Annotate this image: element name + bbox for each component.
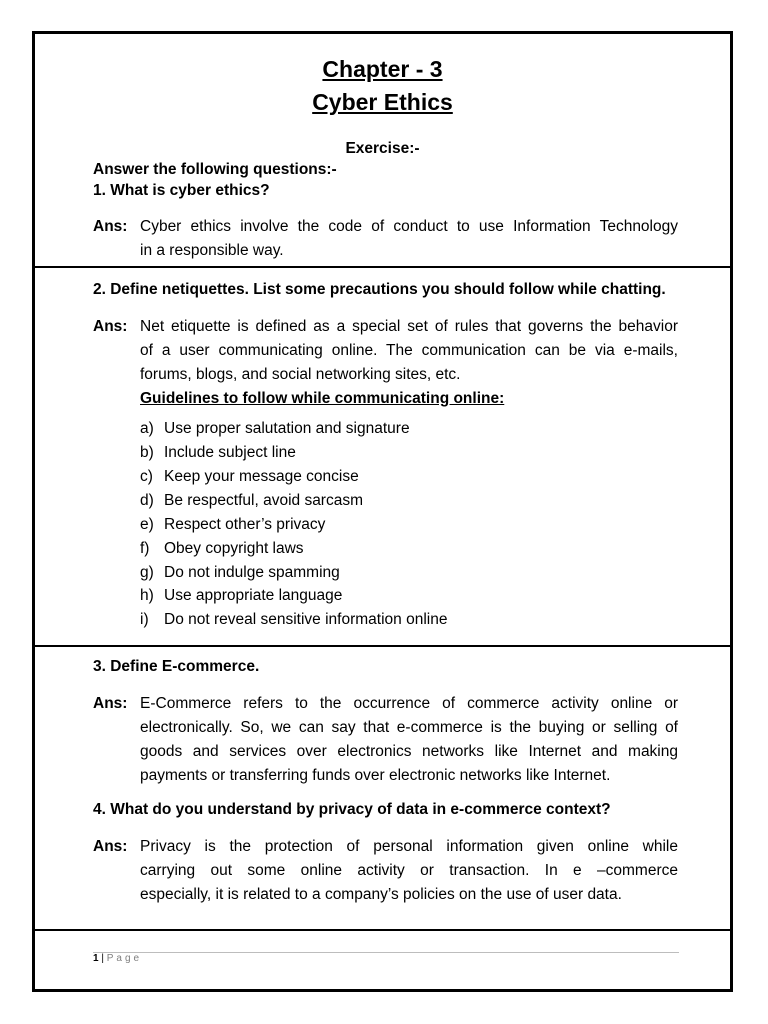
answer-3 [140, 692, 678, 788]
answer-3-line: goods and services over electronics networks like Internet and making [140, 743, 678, 760]
answer-3-line: electronically. So, we can say that e-commerce is the buying or selling of [140, 719, 678, 736]
guidelines-heading: Guidelines to follow while communicating online: [140, 390, 505, 407]
footer-rule [93, 952, 679, 953]
answer-label-2: Ans: [93, 318, 128, 335]
question-2: 2. Define netiquettes. List some precautions you should follow while chatting. [93, 281, 666, 298]
answer-label-1: Ans: [93, 218, 128, 235]
answer-1-line: Cyber ethics involve the code of conduct to use Information Technology [140, 218, 678, 235]
guideline-item: h) Use appropriate language [140, 587, 343, 604]
chapter-title: Cyber Ethics [312, 89, 453, 115]
section-divider [35, 645, 730, 647]
document-page [32, 31, 733, 992]
answer-1-line: in a responsible way. [140, 242, 284, 259]
guideline-item: i) Do not reveal sensitive information online [140, 611, 448, 628]
guideline-item: g) Do not indulge spamming [140, 564, 340, 581]
answer-3-line: E-Commerce refers to the occurrence of commerce activity online or [140, 695, 678, 712]
answer-2-line: Net etiquette is defined as a special set of rules that governs the behavior [140, 318, 678, 335]
page-number: 1 [93, 953, 99, 964]
answer-4-line: Privacy is the protection of personal information given online while [140, 838, 678, 855]
footer-separator: | [101, 953, 104, 964]
answer-2 [140, 315, 678, 411]
guideline-item: e) Respect other’s privacy [140, 516, 326, 533]
answer-2-line: of a user communicating online. The communication can be via e-mails, [140, 342, 678, 359]
answer-label-4: Ans: [93, 838, 128, 855]
question-3: 3. Define E-commerce. [93, 658, 260, 675]
instruction-text: Answer the following questions:- [93, 161, 337, 178]
guideline-item: d) Be respectful, avoid sarcasm [140, 492, 364, 509]
question-1: 1. What is cyber ethics? [93, 182, 270, 199]
section-divider [35, 266, 730, 268]
guideline-item: a) Use proper salutation and signature [140, 420, 410, 437]
page-word: Page [106, 953, 143, 964]
answer-4-line: especially, it is related to a company’s policies on the use of user data. [140, 886, 622, 903]
guideline-item: b) Include subject line [140, 444, 296, 461]
answer-2-line: forums, blogs, and social networking sites, etc. [140, 366, 461, 383]
exercise-label: Exercise:- [345, 140, 420, 157]
question-4: 4. What do you understand by privacy of data in e-commerce context? [93, 801, 611, 818]
answer-4 [140, 835, 678, 907]
answer-4-line: carrying out some online activity or transaction. In e –commerce [140, 862, 678, 879]
guideline-item: f) Obey copyright laws [140, 540, 304, 557]
answer-3-line: payments or transferring funds over electronic networks like Internet. [140, 767, 611, 784]
footer-divider [35, 929, 730, 931]
answer-1 [140, 215, 678, 263]
chapter-heading: Chapter - 3 [322, 56, 443, 82]
page-footer [93, 953, 142, 964]
answer-label-3: Ans: [93, 695, 128, 712]
guideline-item: c) Keep your message concise [140, 468, 359, 485]
